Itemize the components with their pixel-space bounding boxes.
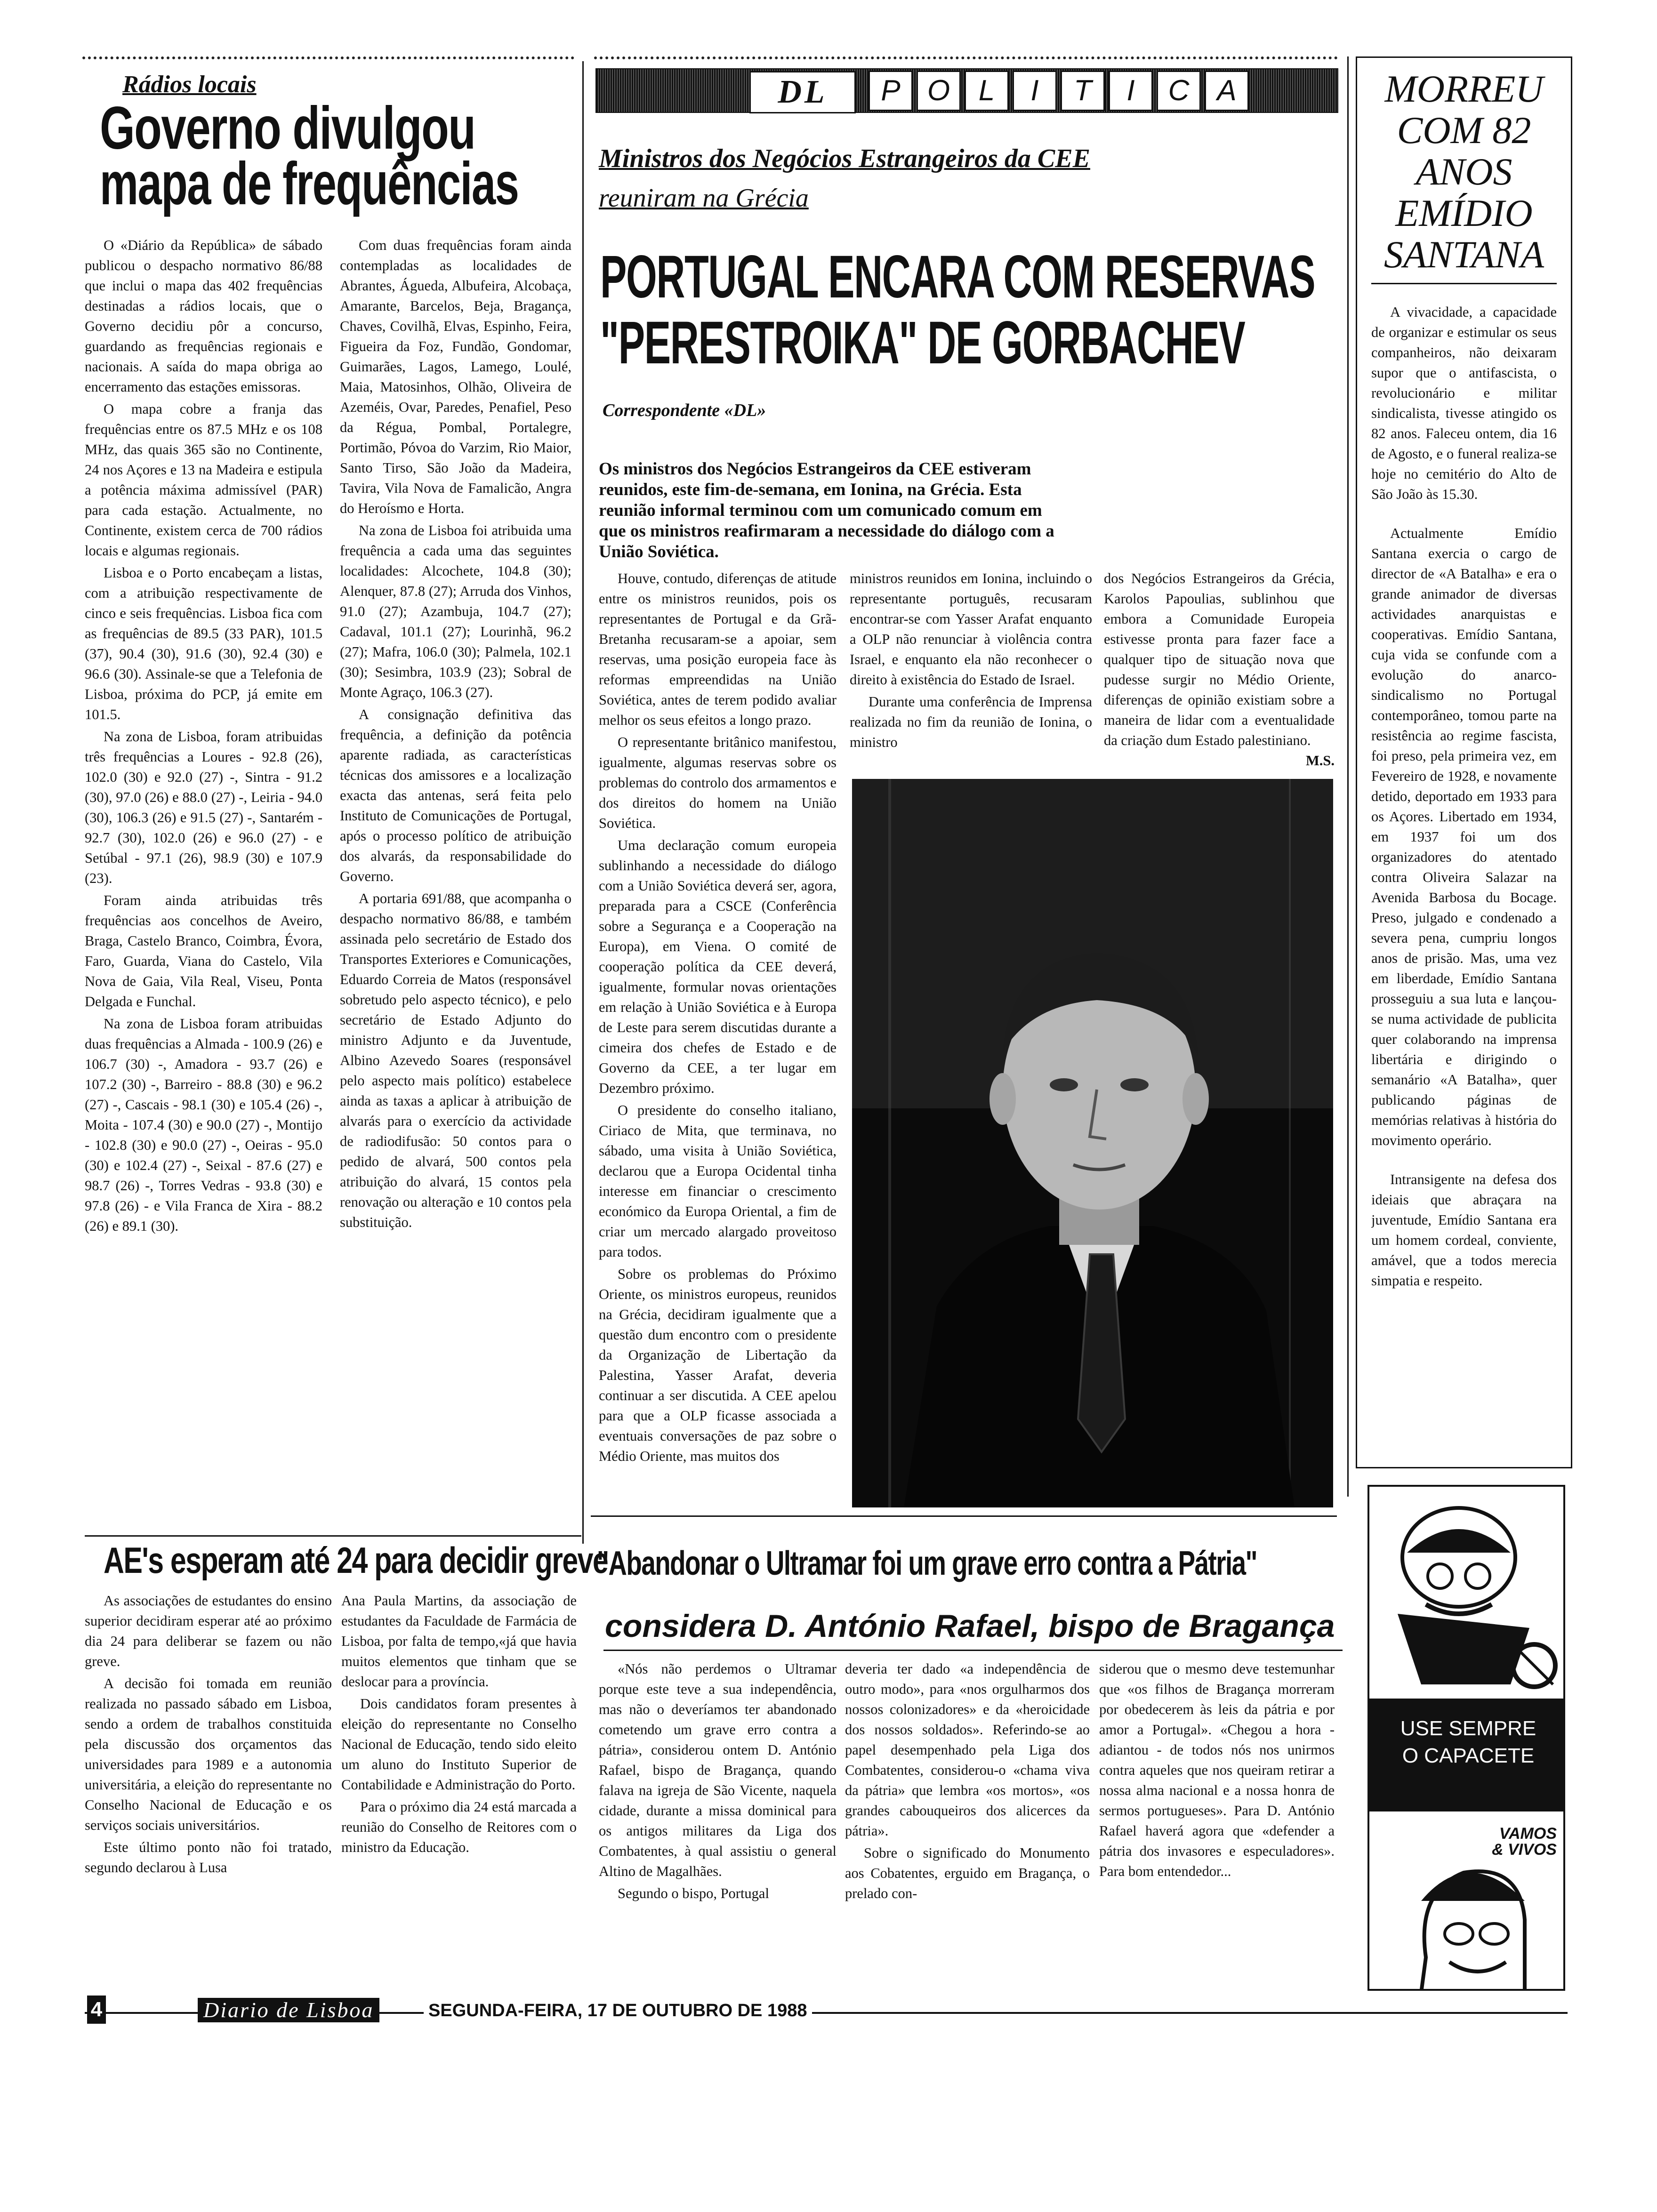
cee-kicker-line1: Ministros dos Negócios Estrangeiros da CEE bbox=[599, 144, 1090, 173]
paper-logo: Diario de Lisboa bbox=[198, 1998, 379, 2022]
helmet-ad bbox=[1367, 1485, 1565, 1991]
column-rule-right bbox=[1347, 56, 1349, 1497]
cee-signature: M.S. bbox=[1306, 753, 1335, 766]
bishop-column-1 bbox=[599, 1659, 837, 2007]
paragraph: Houve, contudo, diferenças de atitude entre os ministros reunidos, pois os representantes de Portugal e da Grã-Bretanha recusaram-se a apoiar, sem reservas, uma posição europeia face às reformas empreendidas na União Soviética, antes de terem podido avaliar melhor os seus efeitos a longo prazo. bbox=[599, 570, 837, 728]
bishop-subhead-rule bbox=[603, 1650, 1343, 1651]
obituary-title-line: SANTANA bbox=[1384, 233, 1544, 276]
section-letter: A bbox=[1205, 71, 1249, 111]
cee-kicker-line2: reuniram na Grécia bbox=[599, 184, 809, 213]
paragraph: Para o próximo dia 24 está marcada a reunião do Conselho de Reitores com o ministro da Educação. bbox=[341, 1799, 577, 1855]
section-masthead bbox=[595, 68, 1338, 113]
ad-slogan-line: O CAPACETE bbox=[1402, 1744, 1535, 1767]
cee-column-3 bbox=[1104, 569, 1335, 766]
cee-headline-line2: "PERESTROIKA" DE GORBACHEV bbox=[600, 309, 1245, 377]
paragraph: Segundo o bispo, Portugal bbox=[618, 1885, 769, 1901]
paragraph: Uma declaração comum europeia sublinhando a necessidade do diálogo com a União Soviética deverá ser, agora, preparada para a CSCE (Conferência sobre a Segurança e a Cooperação na Europa), em Viena. O comité de cooperação política da CEE deverá, igualmente, formular novas orientações em relação à União Soviética e à Europa de Leste para serem discutidas durante a cimeira dos chefes de Estado e de Governo da CEE, a ter lugar em Dezembro próximo. bbox=[599, 837, 837, 1096]
bishop-headline: "Abandonar o Ultramar foi um grave erro contra a Pátria" bbox=[597, 1545, 1257, 1582]
ad-slogan-line: USE SEMPRE bbox=[1400, 1717, 1536, 1740]
cee-column-1 bbox=[599, 569, 837, 1510]
ae-top-rule bbox=[85, 1535, 581, 1537]
paragraph: A vivacidade, a capacidade de organizar e estimular os seus companheiros, não deixaram supor que o antifascista, o revolucionário e militar sindicalista, tivesse atingido os 82 anos. Faleceu ontem, dia 16 de Agosto, e o funeral realiza-se hoje no cemitério do Alto de São João às 15.30. bbox=[1371, 304, 1557, 502]
paragraph: Foram ainda atribuidas três frequências aos concelhos de Aveiro, Braga, Castelo Branco, Coimbra, Évora, Faro, Guarda, Viana do Castelo, Vila Nova de Gaia, Vila Real, Viseu, Ponta Delgada e Funchal. bbox=[85, 892, 322, 1010]
top-dotted-rule-center bbox=[594, 56, 1338, 59]
radios-column-2 bbox=[340, 235, 571, 1534]
page-number: 4 bbox=[87, 1996, 106, 2024]
section-letter: P bbox=[869, 71, 913, 111]
paragraph: A decisão foi tomada em reunião realizada no passado sábado em Lisboa, sendo a ordem de trabalhos constituida pela discussão dos orçamentos das universidades para 1989 e a autonomia universitária, a eleição do representante no Conselho Nacional de Educação e os serviços sociais universitários. bbox=[85, 1675, 332, 1833]
paragraph: Na zona de Lisboa foram atribuidas duas frequências a Almada - 100.9 (26) e 106.7 (30) -, Amadora - 93.7 (26) e 107.2 (30) -, Barreiro - 88.8 (30) e 96.2 (27) -, Cascais - 98.1 (30) e 105.4 (26) -, Moita - 107.4 (30) e 90.0 (27) -, Montijo - 102.8 (30) e 90.0 (27) -, Oeiras - 95.0 (30) e 102.4 (27) -, Seixal - 87.6 (27) e 98.7 (26) -, Torres Vedras - 93.8 (30) e 97.8 (26) - e Vila Franca de Xira - 88.2 (26) e 89.1 (30). bbox=[85, 1016, 322, 1234]
paragraph: A portaria 691/88, que acompanha o despacho normativo 86/88, e também assinada pelo secretário de Estado dos Transportes Exteriores e Comunicações, Eduardo Correia de Matos (responsável sobretudo pelo aspecto técnico), e pelo secretário de Estado Adjunto do ministro Adjunto e da Juventude, Albino Azevedo Soares (responsável pelo aspecto mais político) estabelece ainda as taxas a aplicar à atribuição de alvarás para o exercício da actividade de radiodifusão: 50 contos para o pedido de alvará, 500 contos pela atribuição do alvará, 15 contos pela renovação ou alteração e 10 contos pela substituição. bbox=[340, 890, 571, 1230]
obituary-title-line: COM 82 bbox=[1397, 109, 1531, 152]
column-rule-left bbox=[582, 61, 584, 1544]
paragraph: Durante uma conferência de Imprensa realizada no fim da reunião de Ionina, o ministro bbox=[850, 694, 1092, 750]
section-letter: C bbox=[1157, 71, 1201, 111]
ad-tag-line: VAMOS bbox=[1499, 1825, 1557, 1843]
section-title-politica bbox=[865, 71, 1249, 111]
radios-article bbox=[85, 71, 574, 220]
obituary-title-line: ANOS bbox=[1416, 150, 1512, 193]
section-letter: O bbox=[917, 71, 961, 111]
paragraph: O presidente do conselho italiano, Ciriaco de Mita, que terminava, no sábado, uma visita à União Soviética, declarou que a Europa Ocidental tinha interesse em financiar o crescimento económico da Europa Oriental, a fim de criar um mercado alargado proveitoso para todos. bbox=[599, 1102, 837, 1260]
paragraph: ministros reunidos em Ionina, incluindo o representante português, recusaram encontrar-se com Yasser Arafat enquanto a OLP não renunciar à violência contra Israel, e enquanto ela não reconhecer o direito à existência do Estado de Israel. bbox=[850, 570, 1092, 688]
cee-byline: Correspondente «DL» bbox=[603, 401, 766, 420]
paragraph: deveria ter dado «a independência de outro modo», para «nos orgulharmos dos nossos colonizadores» e da «heroicidade dos nossos soldados». Referindo-se ao papel desempenhado pela Liga dos Combatentes, considerou-o «chama viva da pátria» que lembra «os mortos», «os grandes cabouqueiros dos alicerces da pátria». bbox=[845, 1661, 1090, 1839]
paragraph: As associações de estudantes do ensino superior decidiram esperar até ao próximo dia 24 para deliberar se fazem ou não greve. bbox=[85, 1593, 332, 1669]
cee-lead: Os ministros dos Negócios Estrangeiros da CEE estiveram reunidos, este fim-de-semana, em Ionina, na Grécia. Esta reunião informal terminou com um comunicado comum em que os ministros reafirmaram a necessidade do diálogo com a União Soviética. bbox=[599, 459, 1054, 561]
top-dotted-rule-left bbox=[82, 56, 574, 59]
cee-column-2 bbox=[850, 569, 1092, 766]
ad-tag bbox=[1492, 1826, 1557, 1858]
dl-logo: DL bbox=[749, 71, 856, 113]
obituary-title-line: EMÍDIO bbox=[1395, 192, 1533, 234]
ad-tag-line: & VIVOS bbox=[1492, 1841, 1557, 1859]
section-letter: L bbox=[965, 71, 1009, 111]
cee-kicker bbox=[599, 139, 1333, 218]
bishop-column-2 bbox=[845, 1659, 1090, 2007]
paragraph: A consignação definitiva das frequência, a definição da potência aparente radiada, as características técnicas dos amissores e a localização exacta das antenas, será feita pelo Instituto de Comunicações de Portugal, após o processo político de atribuição dos alvarás, da responsabilidade do Governo. bbox=[340, 706, 571, 884]
paragraph: Ana Paula Martins, da associação de estudantes da Faculdade de Farmácia de Lisboa, por falta de tempo,«já que havia muitos elementos que tinham que se deslocar para a província. bbox=[341, 1593, 577, 1690]
paragraph: O representante britânico manifestou, igualmente, algumas reservas sobre os problemas do controlo dos armamentos e dos direitos do homem na União Soviética. bbox=[599, 734, 837, 831]
bishop-top-rule bbox=[591, 1515, 1337, 1517]
paragraph: O «Diário da República» de sábado publicou o despacho normativo 86/88 que inclui o mapa das 402 frequências destinadas a rádios locais, que o Governo decidiu pôr a concurso, guardando as frequências regionais e nacionais. A saída do mapa obriga ao encerramento das estações emissoras. bbox=[85, 237, 322, 395]
section-letter: T bbox=[1061, 71, 1105, 111]
radios-column-1 bbox=[85, 235, 322, 1534]
section-letter: I bbox=[1109, 71, 1153, 111]
portrait-illustration bbox=[852, 779, 1333, 1507]
radios-kicker: Rádios locais bbox=[122, 71, 257, 98]
paragraph: Lisboa e o Porto encabeçam a listas, com a atribuição respectivamente de cinco e seis frequências. Lisboa fica com as frequências de 89.5 (33 PAR), 101.5 (37), 90.4 (30), 91.6 (30), 92.4 (30) e 96.6 (30). Assinale-se que a Telefonia de Lisboa, próxima do PCP, já emite em 101.5. bbox=[85, 565, 322, 722]
paragraph: dos Negócios Estrangeiros da Grécia, Karolos Papoulias, sublinhou que embora a Comunidade Europeia estivesse pronta para fazer face a qualquer tipo de situação nova que pudesse surgir no Médio Oriente, diferenças de opinião existiam sobre a maneira de lidar com a eventualidade da criação dum Estado palestiniano. bbox=[1104, 570, 1335, 748]
bishop-subhead: considera D. António Rafael, bispo de Bragança bbox=[605, 1608, 1335, 1644]
ad-slogan bbox=[1369, 1715, 1565, 1770]
ae-column-1 bbox=[85, 1591, 332, 1996]
paragraph: Intransigente na defesa dos ideiais que abraçara na juventude, Emídio Santana era um homem cordeal, conviente, amável, que a todos merecia simpatia e respeito. bbox=[1371, 1171, 1557, 1289]
radios-headline-line2: mapa de frequências bbox=[100, 150, 519, 217]
issue-date: SEGUNDA-FEIRA, 17 DE OUTUBRO DE 1988 bbox=[424, 1999, 812, 2022]
radios-headline-line1: Governo divulgou bbox=[100, 95, 475, 162]
paragraph: Actualmente Emídio Santana exercia o cargo de director de «A Batalha» e era o grande animador de diversas actividades anarquistas e cooperativas. Emídio Santana, cuja vida se confunde com a evolução do anarco-sindicalismo no Portugal contemporâneo, tomou parte na resistência ao regime fascista, foi preso, pela primeira vez, em Fevereiro de 1928, e novamente detido, deportado em 1933 para os Açores. Libertado em 1934, em 1937 foi um dos organizadores do atentado contra Oliveira Salazar na Avenida Barbosa du Bocage. Preso, julgado e condenado a severa pena, cumpriu longos anos de prisão. Mas, uma vez em liberdade, Emídio Santana prosseguiu a sua luta e lançou-se numa actividade de publicita quer colaborando na imprensa libertária e dirigindo o semanário «A Batalha», quer publicando páginas de memórias relativas à história do movimento operário. bbox=[1371, 525, 1557, 1148]
paragraph: Na zona de Lisboa foi atribuida uma frequência a cada uma das seguintes localidades: Alcochete, 104.8 (30); Alenquer, 87.8 (27); Arruda dos Vinhos, 91.0 (27); Azambuja, 104.7 (27); Cadaval, 101.1 (27); Lourinhã, 96.2 (27); Mafra, 106.0 (30); Palmela, 102.1 (30); Sesimbra, 103.9 (23); Sobral de Monte Agraço, 106.3 (27). bbox=[340, 522, 571, 700]
bishop-column-3 bbox=[1099, 1659, 1335, 2007]
cee-headline-line1: PORTUGAL ENCARA COM RESERVAS bbox=[600, 243, 1315, 311]
obituary-title-line: MORREU bbox=[1384, 67, 1544, 110]
paragraph: Dois candidatos foram presentes à eleição do representante no Conselho Nacional de Educação, tendo sido eleito um aluno do Instituto Superior de Contabilidade e Administração do Porto. bbox=[341, 1696, 577, 1793]
ae-column-2 bbox=[341, 1591, 577, 1996]
paragraph: Este último ponto não foi tratado, segundo declarou à Lusa bbox=[85, 1839, 332, 1875]
paragraph: Com duas frequências foram ainda contempladas as localidades de Abrantes, Águeda, Albufeira, Alcobaça, Amarante, Barcelos, Beja, Bragança, Chaves, Covilhã, Elvas, Espinho, Feira, Figueira da Foz, Fundão, Gondomar, Guimarães, Lagos, Lamego, Loulé, Maia, Matosinhos, Olhão, Oliveira de Azeméis, Ovar, Paredes, Penafiel, Peso da Régua, Pombal, Portalegre, Portimão, Póvoa do Varzim, Rio Maior, Santo Tirso, São João da Madeira, Tavira, Vila Nova de Famalicão, Angra do Heroísmo e Horta. bbox=[340, 237, 571, 516]
paragraph: Na zona de Lisboa, foram atribuidas três frequências a Loures - 92.8 (26), 102.0 (30) e 92.0 (27) -, Sintra - 91.2 (30), 97.0 (26) e 88.0 (27) -, Leiria - 94.0 (30), 106.3 (26) e 91.5 (27) -, Santarém - 92.7 (30), 102.0 (26) e 96.0 (27) - e Setúbal - 97.1 (26), 98.9 (30) e 107.9 (23). bbox=[85, 729, 322, 886]
obituary-title bbox=[1371, 68, 1557, 275]
ae-headline: AE's esperam até 24 para decidir greve bbox=[104, 1539, 608, 1581]
paragraph: Sobre o significado do Monumento aos Cobatentes, erguido em Bragança, o prelado con- bbox=[845, 1845, 1090, 1901]
obituary-body bbox=[1371, 302, 1557, 1432]
paragraph: siderou que o mesmo deve testemunhar que «os filhos de Bragança morreram por obedecerem às leis da pátria e por amor a Portugal». «Chegou a hora - adiantou - de todos nós nos unirmos contra aqueles que nos queiram retirar a nossa alma nacional e a nossa honra de sermos portugueses». Para D. António Rafael haverá agora que «defender a pátria dos invasores e especuladores». Para bom entendedor... bbox=[1099, 1661, 1335, 1879]
section-letter: I bbox=[1013, 71, 1057, 111]
paragraph: Sobre os problemas do Próximo Oriente, os ministros europeus, reunidos na Grécia, decidiram igualmente que a questão dum encontro com o presidente da Organização de Libertação da Palestina, Yasser Arafat, deveria continuar a ser discutida. A CEE apelou para que a OLP ficasse associada a eventuais conversações de paz sobre o Médio Oriente, mas muitos dos bbox=[599, 1266, 837, 1464]
obituary-box bbox=[1356, 56, 1572, 1468]
obituary-title-rule bbox=[1371, 283, 1557, 284]
paragraph: «Nós não perdemos o Ultramar porque este teve a sua independência, mas não o deveríamos ter abandonado cometendo um grave erro contra a pátria», considerou ontem D. António Rafael, bispo de Bragança, quando falava na igreja de São Vicente, naquela cidade, durante a missa dominical para os antigos militares da Liga dos Combatentes, à qual assistiu o general Altino de Magalhães. bbox=[599, 1661, 837, 1879]
photo-portrait bbox=[852, 779, 1333, 1507]
paragraph: O mapa cobre a franja das frequências entre os 87.5 MHz e os 108 MHz, das quais 365 são no Continente, 24 nos Açores e 13 na Madeira e estipula a potência máxima admissível (PAR) para cada estação. Actualmente, no Continente, existem cerca de 700 rádios locais e algumas regionais. bbox=[85, 401, 322, 559]
